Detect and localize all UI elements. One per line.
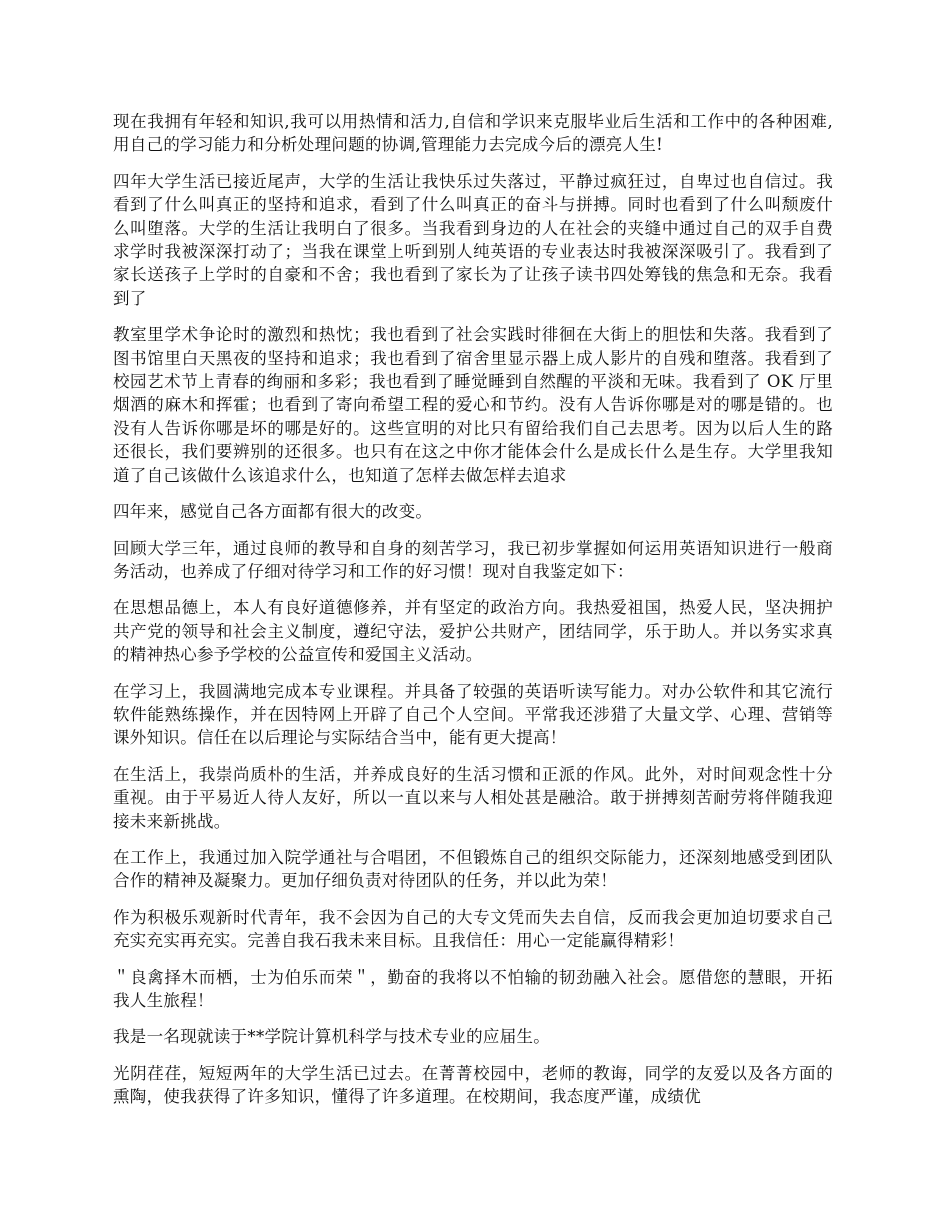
document-page — [113, 110, 833, 1122]
paragraph-12: 我是一名现就读于**学院计算机科学与技术专业的应届生。 — [113, 1027, 551, 1047]
paragraph-5: 回顾大学三年，通过良师的教导和自身的刻苦学习，我已初步掌握如何运用英语知识进行一般商务活动，也养成了仔细对待学习和工作的好习惯！现对自我鉴定如下： — [113, 538, 833, 581]
paragraph-11: ＂良禽择木而栖，士为伯乐而荣＂，勤奋的我将以不怕输的韧劲融入社会。愿借您的慧眼，开拓我人生旅程！ — [113, 967, 833, 1010]
paragraph-10: 作为积极乐观新时代青年，我不会因为自己的大专文凭而失去自信，反而我会更加迫切要求自己充实充实再充实。完善自我石我未来目标。且我信任：用心一定能赢得精彩！ — [113, 907, 833, 951]
paragraph-3: 教室里学术争论时的激烈和热忱；我也看到了社会实践时徘徊在大街上的胆怯和失落。我看到了图书馆里白天黑夜的坚持和追求；我也看到了宿舍里显示器上成人影片的自残和堕落。我看到了校园艺术节上青春的绚丽和多彩；我也看到了睡觉睡到自然醒的平淡和无味。我看到了 OK 厅里烟酒的麻木和挥霍；也看到了寄向希望工程的爱心和节约。没有人告诉你哪是对的哪是错的。也没有人告诉你哪是坏的哪是好的。这些宣明的对比只有留给我们自己去思考。因为以后人生的路还很长，我们要辨别的还很多。也只有在这之中你才能体会什么是成长什么是生存。大学里我知道了自己该做什么该追求什么，也知道了怎样去做怎样去追求 — [113, 325, 833, 485]
paragraph-13: 光阴荏荏，短短两年的大学生活已过去。在菁菁校园中，老师的教诲，同学的友爱以及各方面的熏陶，使我获得了许多知识，懂得了许多道理。在校期间，我态度严谨，成绩优 — [113, 1063, 833, 1107]
paragraph-9: 在工作上，我通过加入院学通社与合唱团，不但锻炼自己的组织交际能力，还深刻地感受到团队合作的精神及凝聚力。更加仔细负责对待团队的任务，并以此为荣！ — [113, 847, 833, 891]
paragraph-1: 现在我拥有年轻和知识,我可以用热情和活力,自信和学识来克服毕业后生活和工作中的各种困难,用自己的学习能力和分析处理问题的协调,管理能力去完成今后的漂亮人生! — [113, 112, 833, 155]
paragraph-7: 在学习上，我圆满地完成本专业课程。并具备了较强的英语听读写能力。对办公软件和其它流行软件能熟练操作，并在因特网上开辟了自己个人空间。平常我还涉猎了大量文学、心理、营销等课外知识。信任在以后理论与实际结合当中，能有更大提高！ — [113, 681, 833, 748]
paragraph-2: 四年大学生活已接近尾声，大学的生活让我快乐过失落过，平静过疯狂过，自卑过也自信过。我看到了什么叫真正的坚持和追求，看到了什么叫真正的奋斗与拼搏。同时也看到了什么叫颓废什么叫堕落。大学的生活让我明白了很多。当我看到身边的人在社会的夹缝中通过自己的双手自费求学时我被深深打动了；当我在课堂上听到别人纯英语的专业表达时我被深深吸引了。我看到了家长送孩子上学时的自豪和不舍；我也看到了家长为了让孩子读书四处筹钱的焦急和无奈。我看到了 — [113, 171, 833, 308]
paragraph-8: 在生活上，我崇尚质朴的生活，并养成良好的生活习惯和正派的作风。此外，对时间观念性十分重视。由于平易近人待人友好，所以一直以来与人相处甚是融洽。敢于拼搏刻苦耐劳将伴随我迎接未来新挑战。 — [113, 764, 833, 831]
paragraph-4: 四年来，感觉自己各方面都有很大的改变。 — [113, 502, 433, 522]
paragraph-6: 在思想品德上，本人有良好道德修养，并有坚定的政治方向。我热爱祖国，热爱人民，坚决拥护共产党的领导和社会主义制度，遵纪守法，爱护公共财产，团结同学，乐于助人。并以务实求真的精神热心参予学校的公益宣传和爱国主义活动。 — [113, 598, 833, 665]
